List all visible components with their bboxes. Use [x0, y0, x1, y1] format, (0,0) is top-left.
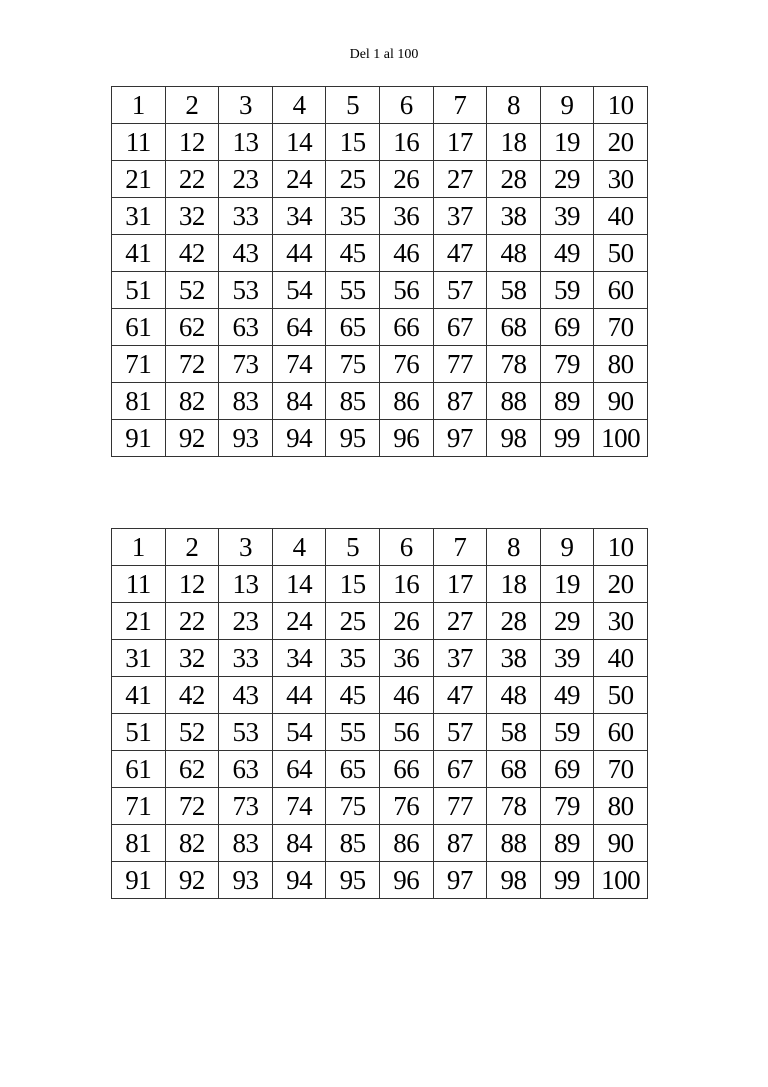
number-cell: 38	[487, 640, 541, 677]
number-cell: 95	[326, 420, 380, 457]
number-cell: 7	[433, 87, 487, 124]
number-cell: 23	[219, 603, 273, 640]
table-row	[112, 420, 648, 457]
number-cell: 6	[379, 529, 433, 566]
number-cell: 9	[540, 529, 594, 566]
number-cell: 51	[112, 714, 166, 751]
number-cell: 28	[487, 603, 541, 640]
number-cell: 84	[272, 383, 326, 420]
number-cell: 18	[487, 566, 541, 603]
number-cell: 87	[433, 825, 487, 862]
number-cell: 4	[272, 87, 326, 124]
number-cell: 37	[433, 640, 487, 677]
number-cell: 86	[379, 383, 433, 420]
number-cell: 4	[272, 529, 326, 566]
number-cell: 52	[165, 272, 219, 309]
number-cell: 55	[326, 272, 380, 309]
number-cell: 3	[219, 87, 273, 124]
number-cell: 94	[272, 420, 326, 457]
number-cell: 70	[594, 751, 648, 788]
number-grid-1	[111, 86, 648, 457]
number-cell: 99	[540, 862, 594, 899]
number-cell: 40	[594, 640, 648, 677]
number-cell: 8	[487, 529, 541, 566]
number-cell: 57	[433, 714, 487, 751]
number-grid-2	[111, 528, 648, 899]
number-cell: 40	[594, 198, 648, 235]
number-cell: 18	[487, 124, 541, 161]
number-cell: 31	[112, 198, 166, 235]
number-cell: 63	[219, 309, 273, 346]
number-cell: 49	[540, 235, 594, 272]
number-cell: 26	[379, 161, 433, 198]
number-cell: 76	[379, 346, 433, 383]
number-cell: 15	[326, 566, 380, 603]
number-cell: 13	[219, 566, 273, 603]
number-cell: 81	[112, 825, 166, 862]
number-cell: 1	[112, 87, 166, 124]
table-row	[112, 825, 648, 862]
number-cell: 94	[272, 862, 326, 899]
number-cell: 67	[433, 751, 487, 788]
number-cell: 73	[219, 346, 273, 383]
number-cell: 12	[165, 124, 219, 161]
number-cell: 96	[379, 862, 433, 899]
number-cell: 25	[326, 161, 380, 198]
number-cell: 11	[112, 124, 166, 161]
number-cell: 17	[433, 566, 487, 603]
number-cell: 35	[326, 640, 380, 677]
number-cell: 74	[272, 346, 326, 383]
number-cell: 98	[487, 862, 541, 899]
number-cell: 7	[433, 529, 487, 566]
number-cell: 24	[272, 161, 326, 198]
number-cell: 64	[272, 309, 326, 346]
table-row	[112, 603, 648, 640]
number-cell: 34	[272, 640, 326, 677]
table-row	[112, 751, 648, 788]
number-cell: 32	[165, 198, 219, 235]
number-cell: 82	[165, 825, 219, 862]
number-cell: 41	[112, 235, 166, 272]
number-cell: 58	[487, 272, 541, 309]
number-cell: 23	[219, 161, 273, 198]
number-cell: 24	[272, 603, 326, 640]
number-cell: 47	[433, 235, 487, 272]
number-cell: 65	[326, 309, 380, 346]
number-cell: 10	[594, 529, 648, 566]
number-cell: 32	[165, 640, 219, 677]
number-cell: 54	[272, 714, 326, 751]
number-cell: 90	[594, 383, 648, 420]
number-cell: 72	[165, 346, 219, 383]
number-cell: 47	[433, 677, 487, 714]
number-cell: 50	[594, 235, 648, 272]
number-cell: 29	[540, 603, 594, 640]
number-cell: 61	[112, 751, 166, 788]
number-cell: 6	[379, 87, 433, 124]
number-cell: 16	[379, 124, 433, 161]
number-cell: 71	[112, 346, 166, 383]
number-cell: 80	[594, 788, 648, 825]
table-row	[112, 862, 648, 899]
number-cell: 42	[165, 677, 219, 714]
number-cell: 21	[112, 603, 166, 640]
number-cell: 33	[219, 198, 273, 235]
number-cell: 88	[487, 825, 541, 862]
number-cell: 34	[272, 198, 326, 235]
number-cell: 96	[379, 420, 433, 457]
number-cell: 89	[540, 383, 594, 420]
table-row	[112, 640, 648, 677]
number-cell: 14	[272, 124, 326, 161]
number-cell: 79	[540, 346, 594, 383]
number-cell: 62	[165, 751, 219, 788]
number-cell: 14	[272, 566, 326, 603]
number-cell: 78	[487, 788, 541, 825]
table-row	[112, 714, 648, 751]
number-cell: 46	[379, 677, 433, 714]
page-title: Del 1 al 100	[349, 47, 419, 62]
number-cell: 88	[487, 383, 541, 420]
number-cell: 44	[272, 677, 326, 714]
number-cell: 57	[433, 272, 487, 309]
number-cell: 41	[112, 677, 166, 714]
number-cell: 81	[112, 383, 166, 420]
number-cell: 22	[165, 603, 219, 640]
number-cell: 8	[487, 87, 541, 124]
number-cell: 91	[112, 862, 166, 899]
number-cell: 86	[379, 825, 433, 862]
number-cell: 68	[487, 309, 541, 346]
number-cell: 75	[326, 788, 380, 825]
number-cell: 16	[379, 566, 433, 603]
table-row	[112, 566, 648, 603]
table-row	[112, 309, 648, 346]
number-cell: 73	[219, 788, 273, 825]
number-cell: 15	[326, 124, 380, 161]
number-cell: 53	[219, 272, 273, 309]
number-cell: 31	[112, 640, 166, 677]
number-cell: 56	[379, 714, 433, 751]
number-cell: 51	[112, 272, 166, 309]
number-cell: 91	[112, 420, 166, 457]
number-cell: 48	[487, 235, 541, 272]
number-cell: 82	[165, 383, 219, 420]
table-row	[112, 235, 648, 272]
number-cell: 42	[165, 235, 219, 272]
number-cell: 77	[433, 346, 487, 383]
number-cell: 2	[165, 529, 219, 566]
number-cell: 30	[594, 161, 648, 198]
number-cell: 62	[165, 309, 219, 346]
number-cell: 1	[112, 529, 166, 566]
number-grid-body	[112, 87, 648, 457]
number-cell: 36	[379, 198, 433, 235]
number-cell: 20	[594, 566, 648, 603]
number-cell: 60	[594, 272, 648, 309]
number-cell: 10	[594, 87, 648, 124]
number-cell: 95	[326, 862, 380, 899]
number-cell: 60	[594, 714, 648, 751]
number-cell: 50	[594, 677, 648, 714]
number-cell: 28	[487, 161, 541, 198]
number-cell: 58	[487, 714, 541, 751]
number-cell: 90	[594, 825, 648, 862]
number-cell: 21	[112, 161, 166, 198]
table-row	[112, 383, 648, 420]
number-cell: 61	[112, 309, 166, 346]
number-cell: 38	[487, 198, 541, 235]
number-cell: 77	[433, 788, 487, 825]
number-cell: 70	[594, 309, 648, 346]
table-row	[112, 198, 648, 235]
number-cell: 69	[540, 751, 594, 788]
number-cell: 12	[165, 566, 219, 603]
number-cell: 19	[540, 566, 594, 603]
table-row	[112, 346, 648, 383]
number-cell: 2	[165, 87, 219, 124]
table-row	[112, 788, 648, 825]
number-cell: 99	[540, 420, 594, 457]
number-cell: 59	[540, 714, 594, 751]
number-cell: 72	[165, 788, 219, 825]
number-cell: 100	[594, 420, 648, 457]
number-cell: 20	[594, 124, 648, 161]
number-cell: 66	[379, 309, 433, 346]
number-cell: 92	[165, 862, 219, 899]
table-row	[112, 272, 648, 309]
number-cell: 3	[219, 529, 273, 566]
number-cell: 65	[326, 751, 380, 788]
number-cell: 97	[433, 420, 487, 457]
number-cell: 78	[487, 346, 541, 383]
number-cell: 37	[433, 198, 487, 235]
number-cell: 87	[433, 383, 487, 420]
number-cell: 84	[272, 825, 326, 862]
number-cell: 53	[219, 714, 273, 751]
number-cell: 75	[326, 346, 380, 383]
number-cell: 80	[594, 346, 648, 383]
number-cell: 25	[326, 603, 380, 640]
number-cell: 64	[272, 751, 326, 788]
number-cell: 85	[326, 825, 380, 862]
number-cell: 13	[219, 124, 273, 161]
number-cell: 43	[219, 235, 273, 272]
number-cell: 97	[433, 862, 487, 899]
number-cell: 11	[112, 566, 166, 603]
number-cell: 9	[540, 87, 594, 124]
number-cell: 36	[379, 640, 433, 677]
number-cell: 46	[379, 235, 433, 272]
number-cell: 83	[219, 825, 273, 862]
number-cell: 79	[540, 788, 594, 825]
number-cell: 74	[272, 788, 326, 825]
number-cell: 39	[540, 640, 594, 677]
number-cell: 26	[379, 603, 433, 640]
number-cell: 71	[112, 788, 166, 825]
table-row	[112, 124, 648, 161]
number-cell: 29	[540, 161, 594, 198]
number-cell: 27	[433, 603, 487, 640]
number-cell: 56	[379, 272, 433, 309]
table-row	[112, 87, 648, 124]
number-cell: 76	[379, 788, 433, 825]
number-cell: 17	[433, 124, 487, 161]
number-cell: 43	[219, 677, 273, 714]
number-cell: 93	[219, 862, 273, 899]
number-cell: 98	[487, 420, 541, 457]
number-cell: 55	[326, 714, 380, 751]
table-row	[112, 161, 648, 198]
table-row	[112, 529, 648, 566]
number-cell: 45	[326, 235, 380, 272]
number-cell: 22	[165, 161, 219, 198]
table-row	[112, 677, 648, 714]
number-cell: 30	[594, 603, 648, 640]
number-cell: 68	[487, 751, 541, 788]
number-cell: 67	[433, 309, 487, 346]
number-cell: 59	[540, 272, 594, 309]
number-cell: 52	[165, 714, 219, 751]
number-cell: 5	[326, 529, 380, 566]
number-cell: 49	[540, 677, 594, 714]
number-cell: 5	[326, 87, 380, 124]
number-cell: 35	[326, 198, 380, 235]
number-cell: 85	[326, 383, 380, 420]
number-cell: 19	[540, 124, 594, 161]
number-cell: 92	[165, 420, 219, 457]
number-cell: 39	[540, 198, 594, 235]
number-cell: 63	[219, 751, 273, 788]
number-cell: 93	[219, 420, 273, 457]
number-grid-body	[112, 529, 648, 899]
number-cell: 89	[540, 825, 594, 862]
number-cell: 66	[379, 751, 433, 788]
number-cell: 54	[272, 272, 326, 309]
number-cell: 83	[219, 383, 273, 420]
number-cell: 100	[594, 862, 648, 899]
number-cell: 33	[219, 640, 273, 677]
number-cell: 44	[272, 235, 326, 272]
number-cell: 69	[540, 309, 594, 346]
number-cell: 48	[487, 677, 541, 714]
number-cell: 27	[433, 161, 487, 198]
number-cell: 45	[326, 677, 380, 714]
